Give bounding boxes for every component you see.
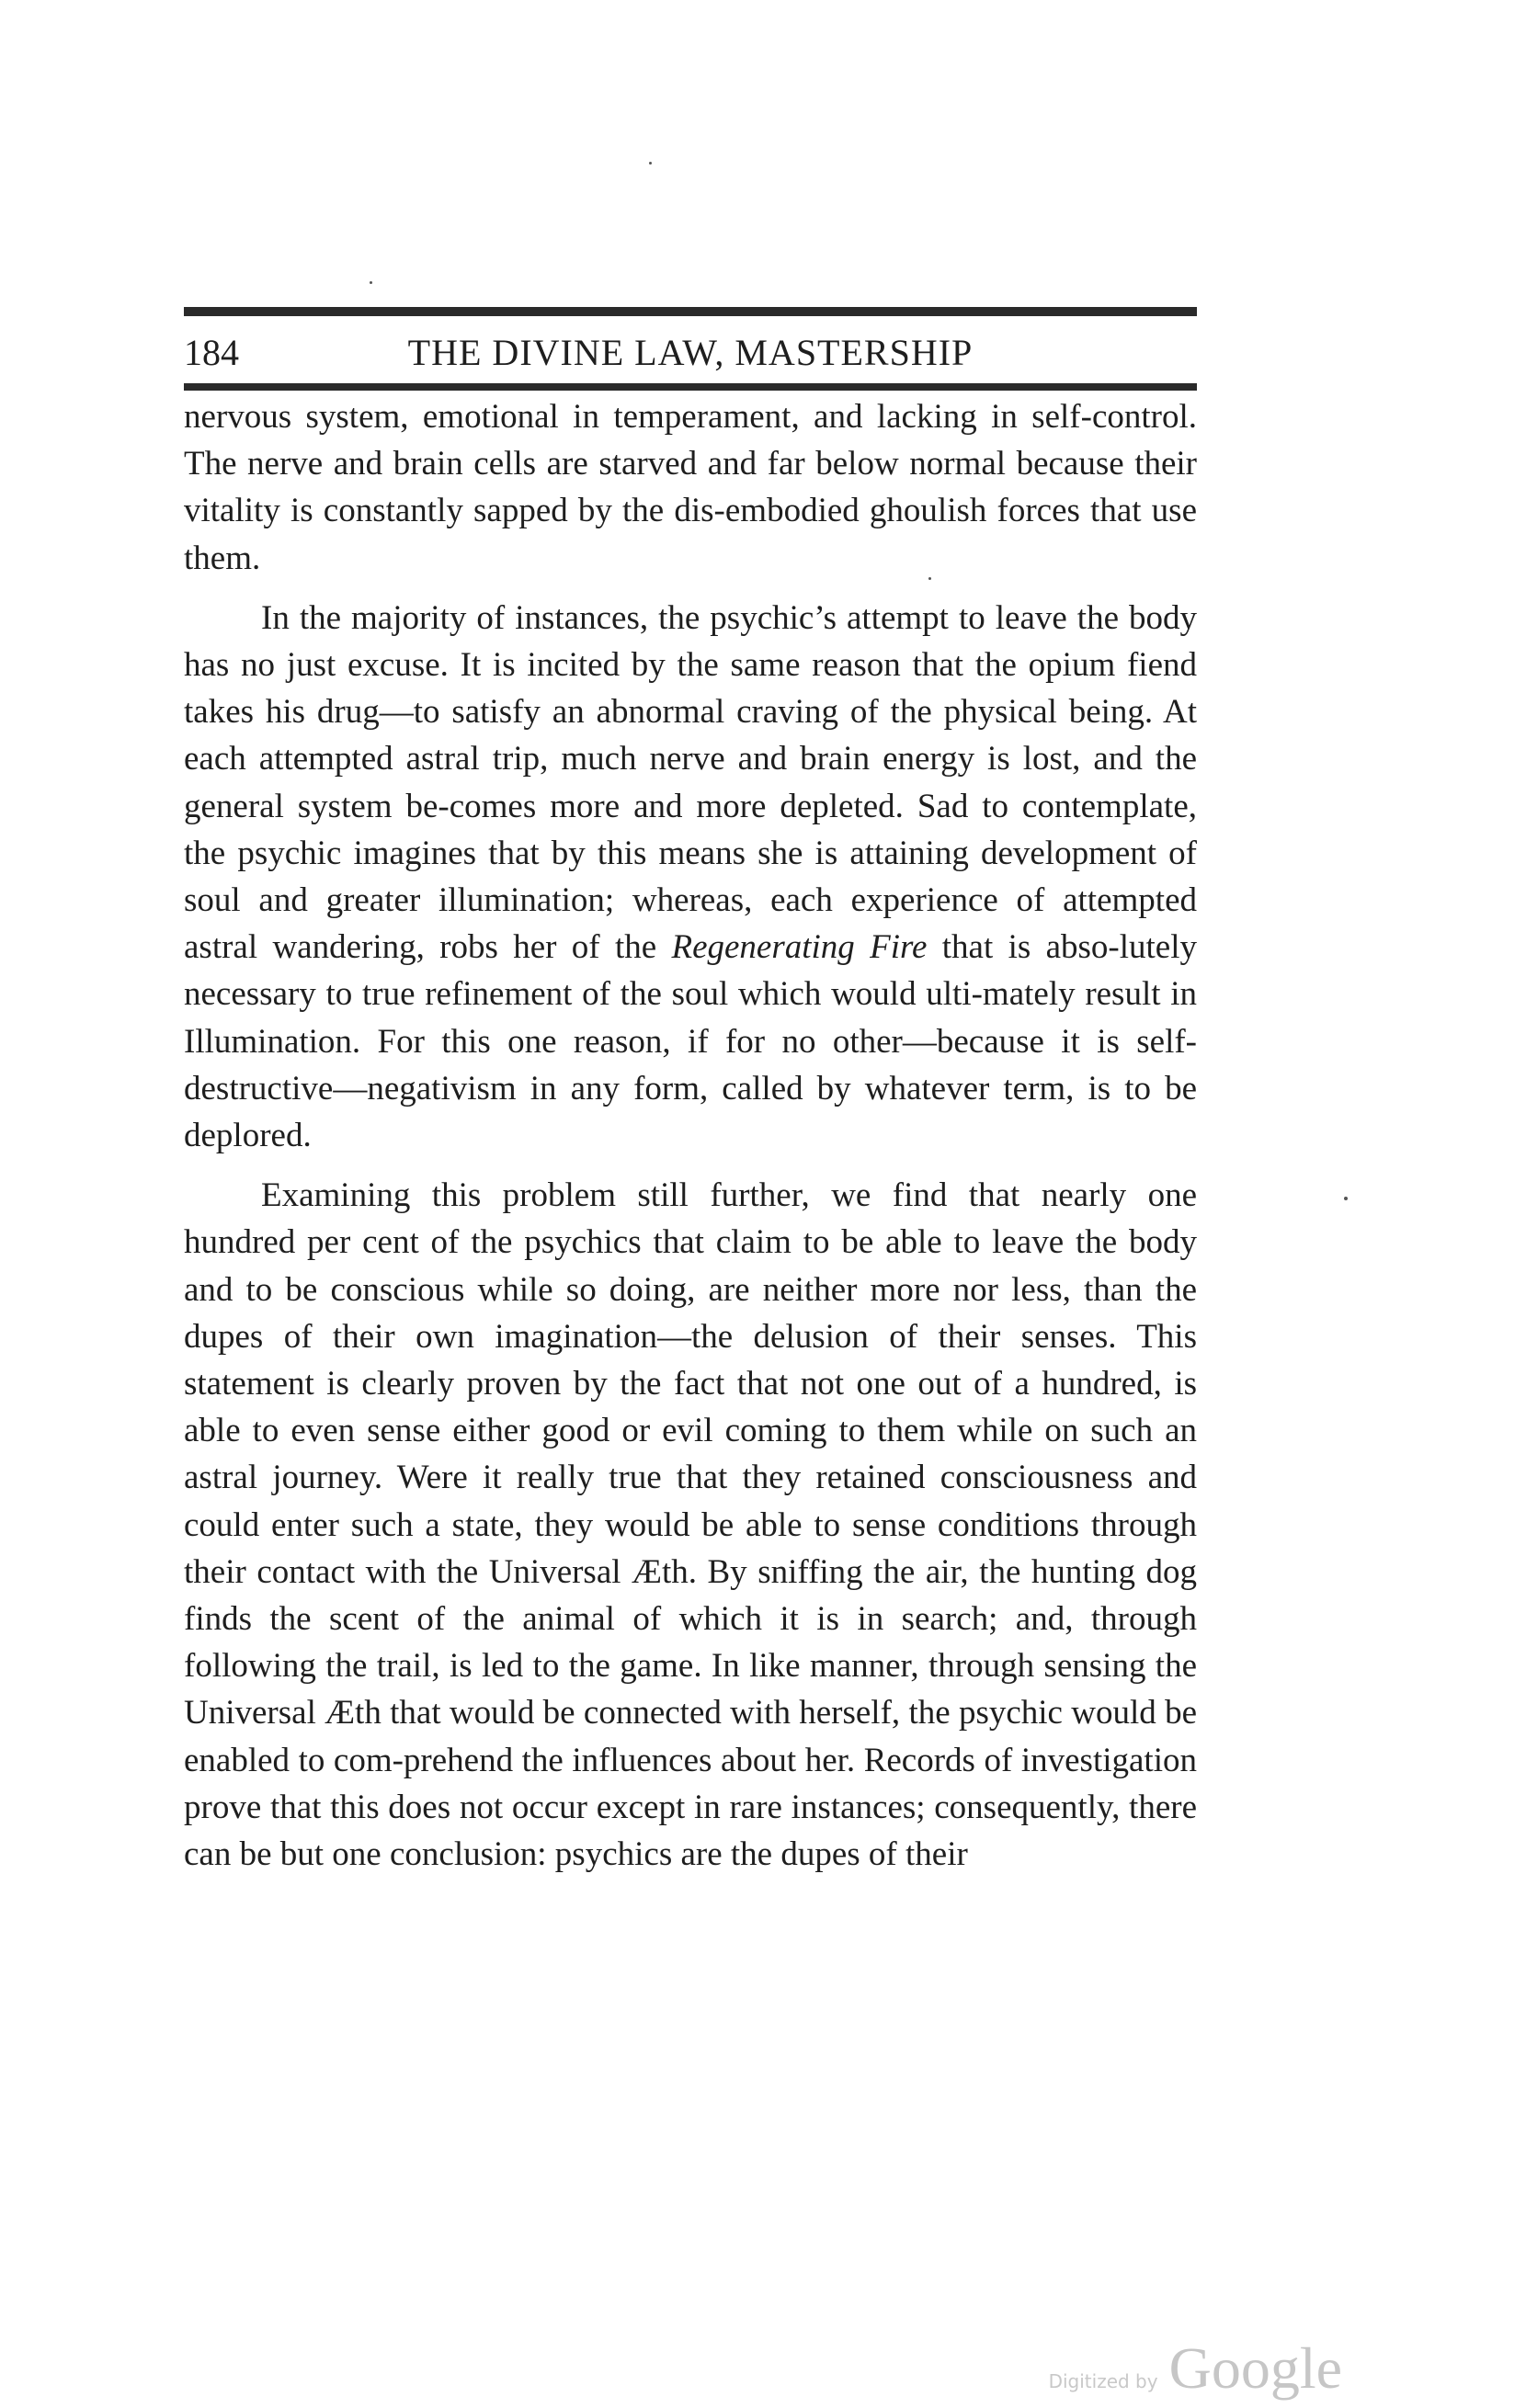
paragraph: Examining this problem still further, we find that nearly one hundred per cent of the psychics that claim to be able to leave the body and to be conscious while so doing, are neither more nor less, than the dupes of their own imagination—the delusion of their senses. This statement is clearly proven by the fact that not one out of a hundred, is able to even sense either good or evil coming to them while on such an astral journey. Were it really true that they retained consciousness and could enter such a state, they would be able to sense conditions through their contact with the Universal Æth. By sniffing the air, the hunting dog finds the scent of the animal of which it is in search; and, through following the trail, is led to the game. In like manner, through sensing the Universal Æth that would be connected with herself, the psychic would be enabled to com-prehend the influences about her. Records of investigation prove that this does not occur except in rare instances; consequently, there can be but one conclusion: psychics are the dupes of their [184,1176,1197,1874]
digitized-watermark [1049,2334,1342,2408]
running-title: THE DIVINE LAW, MASTERSHIP [407,332,974,373]
scan-speck [1344,1197,1348,1200]
header-rule-top [184,307,1197,316]
paragraph-continued: nervous system, emotional in temperament, and lacking in self-control. The nerve and brain cells are starved and far below normal because their vitality is constantly sapped by the dis-embodied ghoulish forces that use them. [184,398,1197,577]
watermark-prefix: Digitized by [1048,2370,1158,2392]
scan-speck [649,162,652,165]
italic-phrase: Regenerating Fire [671,928,928,967]
header-rule-bottom [184,383,1197,391]
paragraph [184,595,1197,1159]
running-head [184,327,1197,379]
paragraph-text: In the majority of instances, the psychic’s attempt to leave the body has no just excuse. It is incited by the same reason that the opium fiend takes his drug—to satisfy an abnormal craving of the physical being. At each attempted astral trip, much nerve and brain energy is lost, and the general system be-comes more and more depleted. Sad to contemplate, the psychic imagines that by this means she is attaining development of soul and greater illumination; whereas, each experience of attempted astral wandering, robs her of the [184,598,1197,967]
paragraph-text: that is abso-lutely necessary to true refinement of the soul which would ulti-mately result in Illumination. For this one reason, if for no other—because it is self-destructive—negativism in any form, called by whatever term, is to be deplored. [184,928,1197,1155]
scan-speck [370,281,372,284]
google-logo: Google [1168,2335,1342,2401]
page-number: 184 [184,332,239,373]
body-text [184,393,1197,1878]
